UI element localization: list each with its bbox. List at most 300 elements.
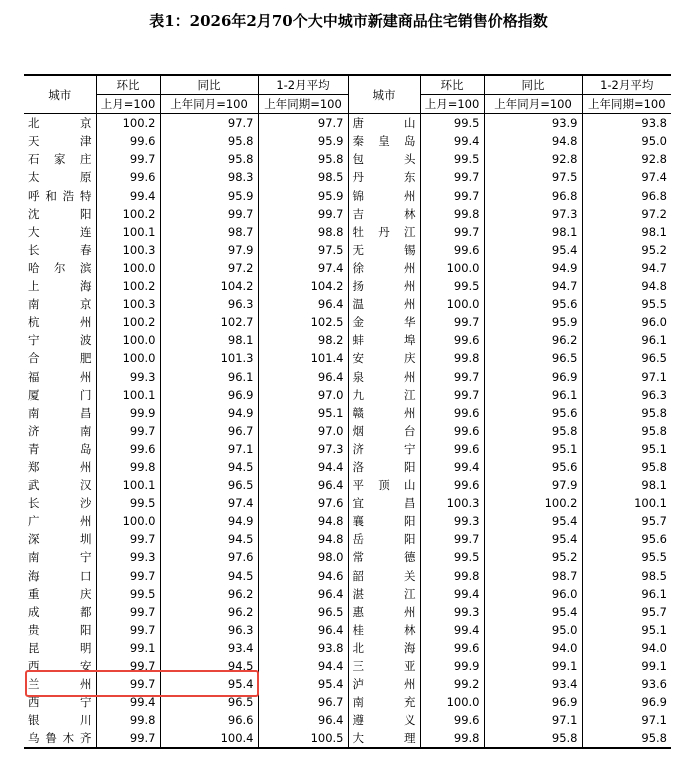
cell-city-left: 长沙: [24, 494, 96, 512]
cell-yoy-right: 96.5: [484, 349, 582, 367]
cell-yoy-right: 95.6: [484, 295, 582, 313]
cell-city-right: 桂林: [348, 621, 420, 639]
cell-avg-right: 97.1: [641, 713, 667, 728]
cell-yoy-left: 99.7: [160, 205, 258, 223]
cell-yoy-right: 97.1: [484, 711, 582, 729]
cell-city-left: 宁波: [24, 331, 96, 349]
cell-avg-right: 95.2: [641, 242, 667, 257]
cell-mom-left: 100.1: [96, 476, 160, 494]
cell-avg-right: 95.8: [641, 423, 667, 438]
cell-mom-right: 100.0: [420, 693, 484, 711]
cell-mom-right: 99.6: [420, 711, 484, 729]
cell-city-right: 秦皇岛: [348, 132, 420, 150]
cell-avg-left: 95.9: [258, 187, 348, 205]
cell-mom-right: 99.7: [420, 168, 484, 186]
cell-avg-right: 94.8: [641, 279, 667, 294]
cell-city-right: 徐州: [348, 259, 420, 277]
cell-mom-right: 99.7: [420, 223, 484, 241]
cell-city-left: 成都: [24, 603, 96, 621]
cell-city-left: 合肥: [24, 349, 96, 367]
cell-yoy-left: 98.7: [160, 223, 258, 241]
cell-city-right: 吉林: [348, 205, 420, 223]
cell-yoy-left: 96.5: [160, 476, 258, 494]
table-row: [24, 548, 671, 566]
cell-avg-left: 96.4: [258, 295, 348, 313]
cell-city-right: 宜昌: [348, 494, 420, 512]
cell-yoy-right: 96.0: [484, 585, 582, 603]
cell-mom-left: 99.7: [96, 657, 160, 675]
cell-avg-left: 104.2: [258, 277, 348, 295]
table-row: [24, 675, 671, 693]
cell-avg-left: 95.8: [258, 150, 348, 168]
table-row: [24, 331, 671, 349]
cell-yoy-left: 94.5: [160, 530, 258, 548]
cell-avg-right: 95.0: [641, 134, 667, 149]
cell-mom-left: 99.5: [96, 494, 160, 512]
cell-city-left: 呼和浩特: [24, 187, 96, 205]
cell-avg-left: 99.7: [258, 205, 348, 223]
cell-yoy-left: 94.5: [160, 657, 258, 675]
cell-mom-right: 99.5: [420, 114, 484, 133]
cell-avg-left: 101.4: [258, 349, 348, 367]
subheader-yoy-left: 上年同月=100: [160, 95, 258, 114]
cell-avg-right: 100.1: [634, 496, 667, 511]
cell-yoy-left: 93.4: [160, 639, 258, 657]
cell-city-left: 昆明: [24, 639, 96, 657]
cell-yoy-right: 95.4: [484, 603, 582, 621]
table-row: [24, 494, 671, 512]
cell-city-right: 丹东: [348, 168, 420, 186]
cell-city-right: 唐山: [348, 114, 420, 133]
cell-avg-left: 98.2: [258, 331, 348, 349]
cell-mom-left: 99.5: [96, 585, 160, 603]
cell-city-right: 遵义: [348, 711, 420, 729]
cell-mom-right: 99.7: [420, 187, 484, 205]
cell-mom-right: 100.3: [420, 494, 484, 512]
cell-mom-right: 99.6: [420, 440, 484, 458]
cell-yoy-left: 96.2: [160, 603, 258, 621]
cell-avg-left: 102.5: [258, 313, 348, 331]
cell-city-right: 包头: [348, 150, 420, 168]
cell-mom-left: 99.7: [96, 567, 160, 585]
cell-city-left: 海口: [24, 567, 96, 585]
cell-city-right: 韶关: [348, 567, 420, 585]
cell-city-right: 三亚: [348, 657, 420, 675]
cell-avg-left: 100.5: [258, 729, 348, 748]
table-row: [24, 693, 671, 711]
cell-yoy-right: 96.9: [484, 368, 582, 386]
cell-yoy-right: 95.8: [484, 422, 582, 440]
cell-yoy-left: 97.7: [160, 114, 258, 133]
cell-yoy-right: 96.8: [484, 187, 582, 205]
cell-avg-left: 97.5: [258, 241, 348, 259]
table-row: [24, 530, 671, 548]
cell-yoy-right: 93.4: [484, 675, 582, 693]
cell-mom-right: 100.0: [420, 259, 484, 277]
cell-yoy-right: 97.3: [484, 205, 582, 223]
cell-city-right: 赣州: [348, 404, 420, 422]
cell-mom-left: 99.7: [96, 729, 160, 748]
cell-yoy-left: 98.1: [160, 331, 258, 349]
cell-mom-right: 99.8: [420, 205, 484, 223]
cell-avg-left: 96.5: [258, 603, 348, 621]
cell-yoy-left: 96.5: [160, 693, 258, 711]
cell-city-left: 太原: [24, 168, 96, 186]
cell-yoy-right: 92.8: [484, 150, 582, 168]
cell-yoy-left: 94.9: [160, 404, 258, 422]
cell-city-left: 重庆: [24, 585, 96, 603]
cell-city-left: 天津: [24, 132, 96, 150]
cell-mom-left: 99.7: [96, 675, 160, 693]
table-row: [24, 386, 671, 404]
cell-mom-left: 99.7: [96, 621, 160, 639]
cell-avg-left: 97.7: [258, 114, 348, 133]
cell-yoy-right: 94.7: [484, 277, 582, 295]
table-row: [24, 567, 671, 585]
cell-avg-right: 94.0: [641, 640, 667, 655]
cell-yoy-left: 96.1: [160, 368, 258, 386]
cell-avg-right: 99.1: [641, 659, 667, 673]
cell-avg-right: 95.8: [582, 729, 671, 748]
cell-avg-right: 95.8: [641, 405, 667, 420]
cell-mom-right: 99.6: [420, 476, 484, 494]
cell-city-right: 金华: [348, 313, 420, 331]
table-row: [24, 223, 671, 241]
table-row: [24, 313, 671, 331]
cell-yoy-right: 99.1: [484, 657, 582, 675]
cell-yoy-left: 104.2: [160, 277, 258, 295]
cell-city-right: 泸州: [348, 675, 420, 693]
cell-city-left: 石家庄: [24, 150, 96, 168]
table-row: [24, 349, 671, 367]
cell-avg-left: 95.1: [258, 404, 348, 422]
cell-city-left: 兰州: [24, 675, 96, 693]
cell-mom-left: 100.0: [96, 259, 160, 277]
cell-mom-left: 99.8: [96, 458, 160, 476]
cell-yoy-right: 95.6: [484, 404, 582, 422]
cell-mom-left: 99.7: [96, 603, 160, 621]
table-row: [24, 585, 671, 603]
cell-city-left: 南昌: [24, 404, 96, 422]
cell-city-left: 银川: [24, 711, 96, 729]
cell-city-left: 沈阳: [24, 205, 96, 223]
cell-mom-right: 99.6: [420, 404, 484, 422]
cell-mom-left: 99.3: [96, 548, 160, 566]
cell-mom-left: 99.3: [96, 368, 160, 386]
cell-mom-right: 99.9: [420, 657, 484, 675]
cell-city-right: 大理: [348, 729, 420, 748]
cell-avg-right: 93.6: [641, 677, 667, 692]
cell-mom-left: 100.3: [96, 241, 160, 259]
table-row: [24, 422, 671, 440]
cell-yoy-left: 100.4: [160, 729, 258, 748]
cell-yoy-left: 98.3: [160, 168, 258, 186]
price-index-table: [24, 74, 671, 749]
cell-city-right: 无锡: [348, 241, 420, 259]
cell-yoy-right: 97.9: [484, 476, 582, 494]
cell-avg-right: 95.1: [641, 622, 667, 637]
subheader-yoy-right: 上年同月=100: [484, 95, 582, 114]
cell-mom-right: 99.7: [420, 313, 484, 331]
cell-mom-right: 99.6: [420, 241, 484, 259]
cell-avg-right: 93.8: [641, 116, 667, 131]
table-title: 表1：2026年2月70个大中城市新建商品住宅销售价格指数: [149, 12, 548, 30]
cell-yoy-left: 96.6: [160, 711, 258, 729]
cell-mom-left: 99.7: [96, 150, 160, 168]
cell-city-right: 牡丹江: [348, 223, 420, 241]
cell-avg-left: 97.3: [258, 440, 348, 458]
subheader-mom-left: 上月=100: [96, 95, 160, 114]
subheader-avg-right: 上年同期=100: [582, 95, 671, 114]
cell-yoy-right: 95.9: [484, 313, 582, 331]
cell-city-left: 武汉: [24, 476, 96, 494]
cell-yoy-left: 97.6: [160, 548, 258, 566]
cell-yoy-right: 94.9: [484, 259, 582, 277]
cell-mom-left: 100.3: [96, 295, 160, 313]
cell-mom-left: 100.2: [96, 277, 160, 295]
cell-avg-left: 97.0: [258, 422, 348, 440]
cell-yoy-right: 95.4: [484, 241, 582, 259]
cell-city-left: 上海: [24, 277, 96, 295]
cell-city-right: 扬州: [348, 277, 420, 295]
cell-mom-left: 100.0: [96, 331, 160, 349]
cell-avg-left: 94.6: [258, 567, 348, 585]
table-row: [24, 114, 671, 133]
table-row: [24, 639, 671, 657]
table-row: [24, 168, 671, 186]
cell-city-right: 烟台: [348, 422, 420, 440]
table-row: [24, 440, 671, 458]
cell-city-right: 常德: [348, 548, 420, 566]
table-row: [24, 729, 671, 748]
cell-avg-left: 96.7: [258, 693, 348, 711]
table-row: [24, 603, 671, 621]
cell-mom-right: 99.4: [420, 585, 484, 603]
cell-city-left: 济南: [24, 422, 96, 440]
header-yoy-right: 同比: [484, 75, 582, 95]
cell-yoy-right: 94.0: [484, 639, 582, 657]
cell-city-right: 蚌埠: [348, 331, 420, 349]
header-avg-left: 1-2月平均: [258, 75, 348, 95]
cell-city-left: 杭州: [24, 313, 96, 331]
cell-mom-left: 99.7: [96, 530, 160, 548]
cell-yoy-left: 94.5: [160, 458, 258, 476]
cell-mom-left: 100.1: [96, 386, 160, 404]
cell-yoy-right: 95.4: [484, 512, 582, 530]
header-mom-left: 环比: [96, 75, 160, 95]
cell-city-left: 乌鲁木齐: [24, 729, 96, 748]
cell-mom-right: 99.4: [420, 621, 484, 639]
cell-avg-left: 96.4: [258, 711, 348, 729]
cell-yoy-left: 95.8: [160, 150, 258, 168]
cell-yoy-left: 97.1: [160, 440, 258, 458]
cell-avg-right: 97.2: [641, 206, 667, 221]
cell-avg-left: 96.4: [258, 585, 348, 603]
cell-avg-right: 95.6: [641, 532, 667, 547]
cell-mom-left: 100.2: [96, 205, 160, 223]
cell-mom-right: 99.6: [420, 331, 484, 349]
cell-avg-left: 94.8: [258, 512, 348, 530]
cell-yoy-left: 97.9: [160, 241, 258, 259]
cell-avg-right: 95.1: [641, 441, 667, 456]
cell-city-right: 九江: [348, 386, 420, 404]
cell-city-right: 锦州: [348, 187, 420, 205]
cell-mom-right: 99.8: [420, 729, 484, 748]
subheader-mom-right: 上月=100: [420, 95, 484, 114]
cell-city-right: 安庆: [348, 349, 420, 367]
table-row: [24, 476, 671, 494]
cell-avg-right: 96.8: [641, 188, 667, 203]
table-row: [24, 295, 671, 313]
cell-yoy-left: 96.3: [160, 295, 258, 313]
cell-yoy-right: 96.2: [484, 331, 582, 349]
cell-avg-right: 96.1: [641, 586, 667, 601]
cell-avg-left: 97.6: [258, 494, 348, 512]
cell-yoy-left: 94.5: [160, 567, 258, 585]
header-yoy-left: 同比: [160, 75, 258, 95]
cell-yoy-left: 95.9: [160, 187, 258, 205]
cell-mom-left: 99.4: [96, 187, 160, 205]
cell-city-right: 湛江: [348, 585, 420, 603]
cell-city-left: 北京: [24, 114, 96, 133]
table-row: [24, 150, 671, 168]
cell-yoy-right: 100.2: [484, 494, 582, 512]
cell-yoy-left: 97.2: [160, 259, 258, 277]
cell-avg-right: 96.0: [641, 315, 667, 330]
cell-avg-right: 95.8: [641, 459, 667, 474]
cell-city-right: 南充: [348, 693, 420, 711]
cell-mom-right: 100.0: [420, 295, 484, 313]
cell-city-left: 青岛: [24, 440, 96, 458]
cell-city-right: 北海: [348, 639, 420, 657]
cell-yoy-right: 98.1: [484, 223, 582, 241]
table-row: [24, 132, 671, 150]
cell-city-right: 惠州: [348, 603, 420, 621]
table-row: [24, 657, 671, 675]
cell-city-left: 郑州: [24, 458, 96, 476]
cell-city-right: 济宁: [348, 440, 420, 458]
cell-city-left: 长春: [24, 241, 96, 259]
cell-mom-right: 99.7: [420, 530, 484, 548]
cell-avg-right: 92.8: [641, 152, 667, 167]
cell-avg-left: 93.8: [258, 639, 348, 657]
cell-avg-right: 94.7: [641, 260, 667, 275]
cell-mom-left: 99.6: [96, 168, 160, 186]
table-row: [24, 368, 671, 386]
cell-avg-right: 95.5: [641, 550, 667, 565]
cell-avg-right: 95.7: [641, 514, 667, 529]
cell-mom-left: 99.8: [96, 711, 160, 729]
cell-mom-left: 99.9: [96, 404, 160, 422]
cell-yoy-right: 94.8: [484, 132, 582, 150]
cell-avg-left: 94.4: [258, 458, 348, 476]
cell-mom-right: 99.6: [420, 639, 484, 657]
cell-avg-right: 97.4: [641, 170, 667, 185]
table-row: [24, 711, 671, 729]
cell-avg-left: 98.0: [258, 548, 348, 566]
cell-mom-left: 100.0: [96, 349, 160, 367]
cell-mom-right: 99.4: [420, 458, 484, 476]
cell-mom-left: 99.7: [96, 422, 160, 440]
cell-avg-left: 98.5: [258, 168, 348, 186]
cell-yoy-right: 96.1: [484, 386, 582, 404]
cell-mom-left: 100.2: [96, 313, 160, 331]
cell-yoy-left: 95.8: [160, 132, 258, 150]
header-avg-right: 1-2月平均: [582, 75, 671, 95]
cell-mom-right: 99.8: [420, 567, 484, 585]
cell-mom-left: 99.6: [96, 132, 160, 150]
cell-yoy-left: 95.4: [160, 675, 258, 693]
cell-yoy-right: 95.6: [484, 458, 582, 476]
cell-avg-right: 96.5: [641, 351, 667, 366]
cell-city-left: 西安: [24, 657, 96, 675]
cell-city-left: 哈尔滨: [24, 259, 96, 277]
cell-yoy-right: 95.0: [484, 621, 582, 639]
cell-mom-right: 99.5: [420, 548, 484, 566]
table-row: [24, 187, 671, 205]
table-header: [24, 75, 671, 114]
cell-avg-left: 96.4: [258, 476, 348, 494]
cell-mom-right: 99.7: [420, 386, 484, 404]
cell-mom-right: 99.8: [420, 349, 484, 367]
cell-avg-left: 96.4: [258, 621, 348, 639]
header-city-left: 城市: [24, 75, 96, 114]
cell-mom-left: 99.1: [96, 639, 160, 657]
cell-yoy-left: 96.7: [160, 422, 258, 440]
cell-city-left: 深圳: [24, 530, 96, 548]
cell-yoy-left: 94.9: [160, 512, 258, 530]
cell-avg-right: 95.5: [641, 297, 667, 312]
cell-avg-left: 94.8: [258, 530, 348, 548]
cell-mom-left: 100.1: [96, 223, 160, 241]
cell-mom-left: 99.4: [96, 693, 160, 711]
cell-avg-left: 95.9: [258, 132, 348, 150]
cell-city-left: 贵阳: [24, 621, 96, 639]
cell-city-left: 广州: [24, 512, 96, 530]
cell-yoy-right: 95.2: [484, 548, 582, 566]
cell-avg-right: 96.1: [641, 333, 667, 348]
cell-avg-right: 97.1: [641, 369, 667, 384]
cell-avg-left: 98.8: [258, 223, 348, 241]
cell-yoy-left: 96.3: [160, 621, 258, 639]
table-row: [24, 621, 671, 639]
cell-avg-right: 95.7: [641, 604, 667, 619]
header-city-right: 城市: [348, 75, 420, 114]
cell-yoy-left: 96.9: [160, 386, 258, 404]
cell-yoy-right: 93.9: [484, 114, 582, 133]
cell-city-left: 福州: [24, 368, 96, 386]
cell-avg-left: 97.0: [258, 386, 348, 404]
cell-yoy-right: 97.5: [484, 168, 582, 186]
cell-mom-right: 99.4: [420, 132, 484, 150]
cell-city-right: 岳阳: [348, 530, 420, 548]
table-row: [24, 259, 671, 277]
cell-city-left: 大连: [24, 223, 96, 241]
cell-mom-left: 99.6: [96, 440, 160, 458]
cell-yoy-right: 95.8: [484, 729, 582, 748]
cell-avg-right: 96.9: [641, 695, 667, 710]
cell-yoy-right: 95.1: [484, 440, 582, 458]
cell-yoy-right: 98.7: [484, 567, 582, 585]
cell-avg-left: 95.4: [258, 675, 348, 693]
cell-avg-left: 94.4: [258, 657, 348, 675]
table-row: [24, 512, 671, 530]
cell-mom-right: 99.6: [420, 422, 484, 440]
cell-yoy-left: 102.7: [160, 313, 258, 331]
cell-city-left: 南京: [24, 295, 96, 313]
cell-city-left: 西宁: [24, 693, 96, 711]
table-body: [24, 114, 671, 749]
